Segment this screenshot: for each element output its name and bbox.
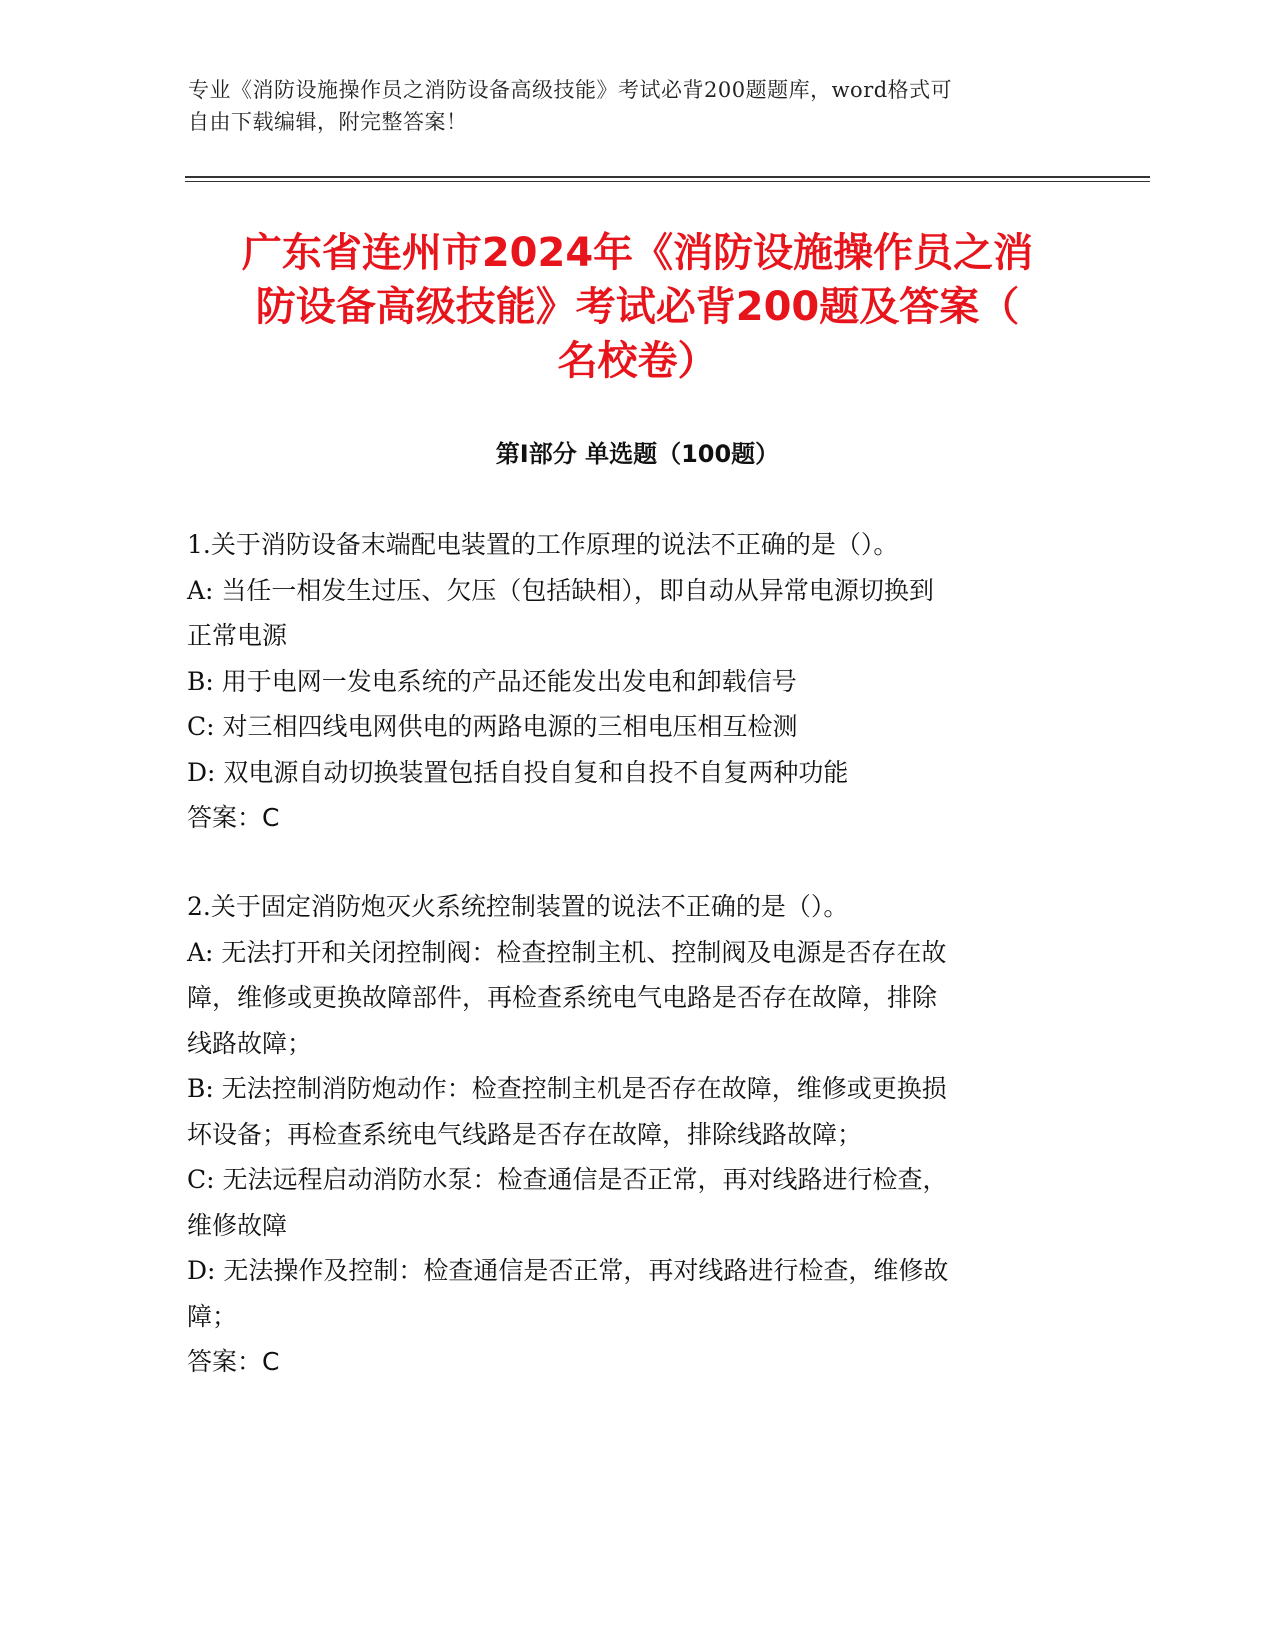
header-note (188, 74, 1068, 138)
document-title-line-3: 名校卷） (557, 338, 718, 384)
question-stem: 1.关于消防设备末端配电装置的工作原理的说法不正确的是（）。 (187, 530, 899, 559)
option-a-continued: 正常电源 (187, 621, 288, 650)
option-a: A: 无法打开和关闭控制阀：检查控制主机、控制阀及电源是否存在故 (187, 937, 947, 967)
option-d-continued: 障； (187, 1301, 238, 1331)
option-d: D: 双电源自动切换装置包括自投自复和自投不自复两种功能 (187, 757, 849, 787)
header-note-line-1: 专业《消防设施操作员之消防设备高级技能》考试必背200题题库，word格式可 (188, 78, 953, 102)
option-a-continued: 线路故障； (187, 1028, 313, 1058)
option-c-continued: 维修故障 (187, 1210, 288, 1240)
question-2 (187, 884, 1067, 1385)
question-1 (187, 522, 1067, 841)
option-a: A: 当任一相发生过压、欠压（包括缺相），即自动从异常电源切换到 (187, 575, 934, 605)
option-a-continued: 障，维修或更换故障部件，再检查系统电气电路是否存在故障，排除 (187, 983, 938, 1012)
section-heading: 第Ⅰ部分 单选题（100题） (495, 440, 780, 468)
option-b: B: 用于电网一发电系统的产品还能发出发电和卸载信号 (187, 666, 797, 696)
question-stem: 2.关于固定消防炮灭火系统控制装置的说法不正确的是（）。 (187, 892, 849, 921)
option-d: D: 无法操作及控制：检查通信是否正常，再对线路进行检查，维修故 (187, 1256, 949, 1285)
document-title (150, 226, 1125, 388)
option-c: C: 对三相四线电网供电的两路电源的三相电压相互检测 (187, 712, 798, 741)
option-b: B: 无法控制消防炮动作：检查控制主机是否存在故障，维修或更换损 (187, 1074, 947, 1103)
document-title-line-2: 防设备高级技能》考试必背200题及答案（ (255, 284, 1020, 330)
header-note-line-2: 自由下载编辑，附完整答案！ (188, 110, 468, 134)
option-c: C: 无法远程启动消防水泵：检查通信是否正常，再对线路进行检查， (187, 1165, 948, 1194)
header-divider-thick (185, 176, 1150, 178)
option-b-continued: 坏设备；再检查系统电气线路是否存在故障，排除线路故障； (187, 1119, 863, 1149)
header-divider-thin (185, 181, 1150, 182)
document-title-line-1: 广东省连州市2024年《消防设施操作员之消 (241, 230, 1034, 276)
answer-key: 答案：C (187, 1347, 280, 1376)
answer-key: 答案：C (187, 803, 280, 832)
